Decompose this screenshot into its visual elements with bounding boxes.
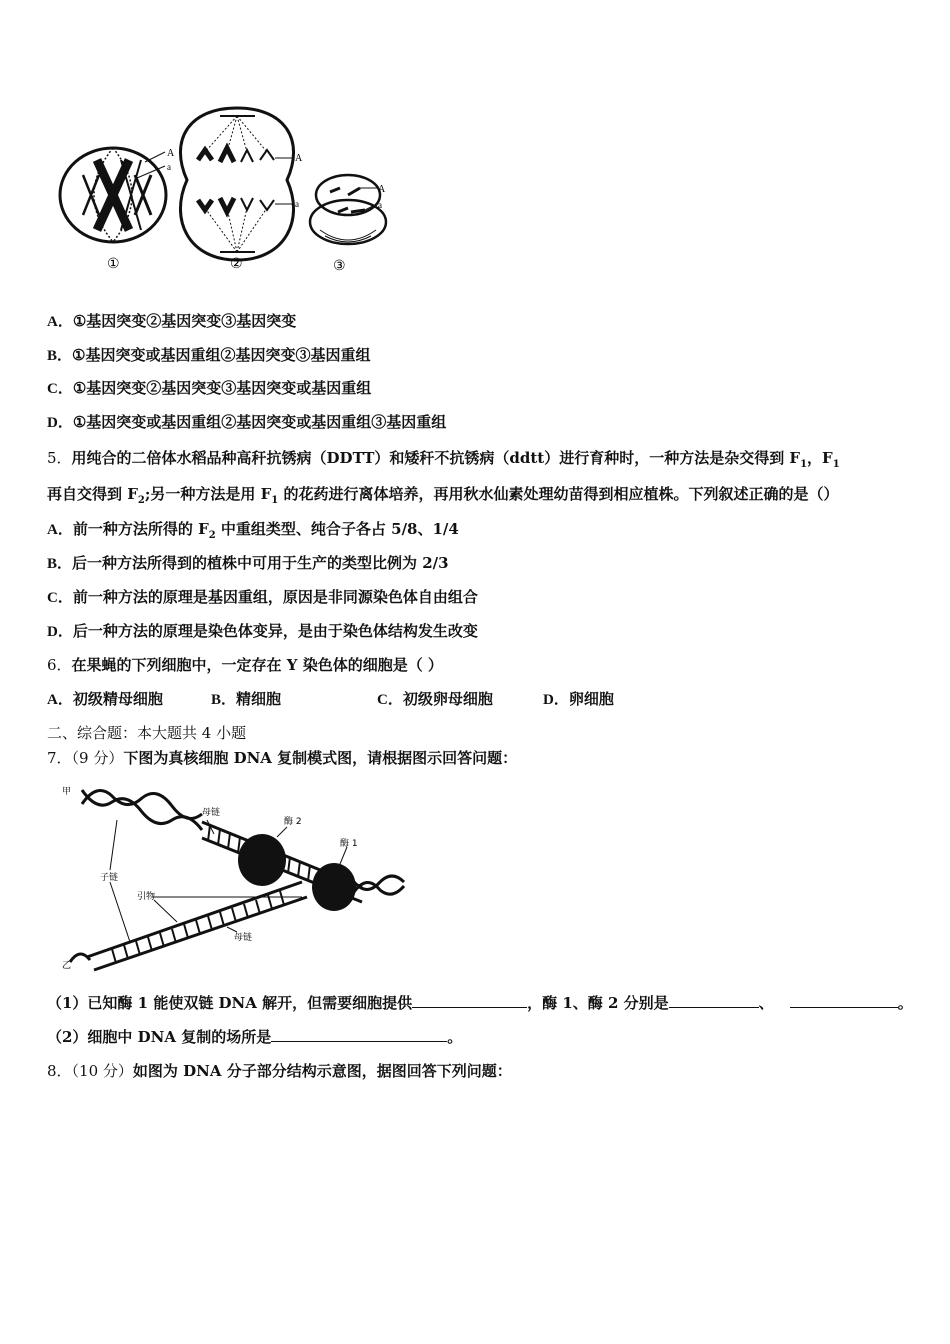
q5-option-a: [47, 519, 459, 546]
q7-stem: [47, 748, 517, 768]
cell-division-figure: [55, 100, 395, 275]
question-text: 在果蝇的下列细胞中，一定存在 Y 染色体的细胞是（ ）: [71, 656, 443, 674]
svg-text:A: A: [295, 153, 303, 164]
svg-text:乙: 乙: [62, 961, 72, 971]
q5-stem-line2: [47, 484, 838, 511]
subscript: 1: [800, 459, 808, 470]
q4-option-d: [47, 412, 446, 433]
option-text: 前一种方法的原理是基因重组，原因是非同源染色体自由组合: [72, 588, 478, 606]
option-label: B．: [47, 556, 73, 572]
svg-text:母链: 母链: [234, 933, 253, 943]
section-heading: 二、综合题：本大题共 4 小题: [47, 724, 247, 742]
question-number: 7．: [47, 749, 72, 767]
svg-text:母链: 母链: [202, 808, 221, 818]
option-label: D．: [47, 415, 73, 431]
q6-option-d: [543, 689, 614, 710]
question-score: （10 分）: [71, 1062, 133, 1080]
punctuation: 。: [897, 994, 913, 1012]
option-text: ①基因突变②基因突变③基因突变: [72, 312, 297, 330]
q5-option-b: [47, 553, 449, 574]
question-text: 的花药进行离体培养，再用秋水仙素处理幼苗得到相应植株。下列叙述正确的是（）: [278, 485, 839, 503]
option-label: C．: [377, 692, 403, 708]
question-text: ，酶 1、酶 2 分别是: [527, 994, 669, 1012]
svg-text:①: ①: [107, 256, 120, 272]
question-text: （2）细胞中 DNA 复制的场所是: [47, 1028, 272, 1046]
question-text: 再自交得到 F: [47, 485, 138, 503]
question-text: 如图为 DNA 分子部分结构示意图，据图回答下列问题：: [132, 1062, 512, 1080]
q6-option-b: [211, 689, 281, 710]
option-label: A．: [47, 314, 73, 330]
option-text: 初级卵母细胞: [402, 690, 493, 708]
q5-stem-line1: [47, 448, 840, 475]
subscript: 2: [208, 530, 216, 541]
svg-text:引物: 引物: [137, 892, 156, 902]
svg-text:a: a: [295, 199, 299, 209]
option-label: C．: [47, 381, 73, 397]
q7-sub2: [47, 1026, 462, 1047]
option-text: 精细胞: [236, 690, 282, 708]
q8-stem: [47, 1061, 512, 1081]
svg-text:②: ②: [230, 256, 243, 272]
option-label: C．: [47, 590, 73, 606]
answer-blank-2[interactable]: [669, 992, 759, 1008]
svg-text:A: A: [378, 184, 386, 195]
svg-text:子链: 子链: [100, 873, 119, 883]
dna-replication-figure: [62, 782, 412, 972]
option-text: ①基因突变或基因重组②基因突变③基因重组: [72, 346, 371, 364]
question-number: 6．: [47, 656, 72, 674]
option-text: 初级精母细胞: [72, 690, 163, 708]
svg-text:③: ③: [333, 258, 346, 274]
question-text: （1）已知酶 1 能使双链 DNA 解开，但需要细胞提供: [47, 994, 413, 1012]
answer-blank-3[interactable]: [790, 992, 898, 1008]
option-label: A．: [47, 692, 73, 708]
option-text: 中重组类型、纯合子各占 5/8、1/4: [215, 520, 459, 538]
option-text: ①基因突变或基因重组②基因突变或基因重组③基因重组: [72, 413, 447, 431]
q6-stem: [47, 655, 443, 675]
answer-blank-4[interactable]: [271, 1026, 447, 1042]
answer-blank-1[interactable]: [412, 992, 527, 1008]
svg-text:酶 2: 酶 2: [284, 817, 302, 827]
question-number: 5．: [47, 449, 72, 467]
option-label: B．: [47, 348, 73, 364]
svg-text:a: a: [167, 162, 171, 172]
question-number: 8．: [47, 1062, 72, 1080]
svg-text:酶 1: 酶 1: [340, 839, 358, 849]
q6-option-c: [377, 689, 493, 710]
subscript: 2: [137, 495, 145, 506]
option-text: 前一种方法所得的 F: [72, 520, 209, 538]
q6-option-a: [47, 689, 163, 710]
option-label: B．: [211, 692, 237, 708]
option-text: 卵细胞: [568, 690, 614, 708]
question-text: ，F: [807, 449, 833, 467]
option-text: ①基因突变②基因突变③基因突变或基因重组: [72, 379, 372, 397]
subscript: 1: [832, 459, 840, 470]
q4-option-b: [47, 345, 370, 366]
question-text: ;另一种方法是用 F: [144, 485, 272, 503]
svg-text:A: A: [167, 148, 175, 159]
option-label: A．: [47, 522, 73, 538]
punctuation: 。: [447, 1028, 463, 1046]
option-label: D．: [543, 692, 569, 708]
option-label: D．: [47, 624, 73, 640]
svg-text:甲: 甲: [62, 787, 72, 797]
q4-option-a: [47, 311, 296, 332]
subscript: 1: [271, 495, 279, 506]
q7-sub1: [47, 992, 913, 1013]
q4-option-c: [47, 378, 371, 399]
question-text: 用纯合的二倍体水稻品种高秆抗锈病（DDTT）和矮秆不抗锈病（ddtt）进行育种时，一种方法是杂交得到 F: [71, 449, 801, 467]
q5-option-d: [47, 621, 478, 642]
option-text: 后一种方法的原理是染色体变异，是由于染色体结构发生改变: [72, 622, 478, 640]
separator: 、: [758, 994, 774, 1012]
svg-text:a: a: [378, 200, 382, 210]
question-score: （9 分）: [71, 749, 124, 767]
q5-option-c: [47, 587, 478, 608]
question-text: 下图为真核细胞 DNA 复制模式图，请根据图示回答问题：: [123, 749, 518, 767]
option-text: 后一种方法所得到的植株中可用于生产的类型比例为 2/3: [72, 554, 449, 572]
